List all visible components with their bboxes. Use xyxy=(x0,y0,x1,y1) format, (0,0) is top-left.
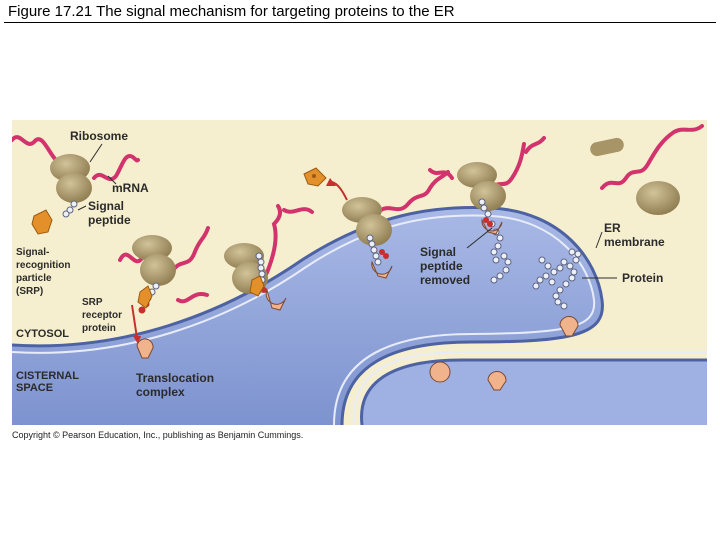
label-ribosome: Ribosome xyxy=(70,129,129,143)
label-cytosol: CYTOSOL xyxy=(16,328,69,340)
label-er-membrane-2: membrane xyxy=(604,235,665,249)
label-srp-4: (SRP) xyxy=(16,286,44,297)
label-peptide-removed-1: Signal xyxy=(420,245,457,259)
figure-title: Figure 17.21 The signal mechanism for targeting proteins to the ER xyxy=(8,3,455,20)
label-srp-2: recognition xyxy=(16,260,71,271)
label-er-membrane-1: ER xyxy=(604,221,621,235)
label-cisternal-space-1: CISTERNAL xyxy=(16,370,79,382)
label-srp-receptor-3: protein xyxy=(82,323,116,334)
label-peptide-removed-2: peptide xyxy=(420,259,463,273)
released-srp-dot xyxy=(312,174,316,178)
label-mrna: mRNA xyxy=(112,181,149,195)
lower-cisterna xyxy=(362,360,707,425)
label-srp-receptor-2: receptor xyxy=(82,310,123,321)
label-signal-peptide-1: Signal xyxy=(88,199,125,213)
copyright-notice: Copyright © Pearson Education, Inc., publishing as Benjamin Cummings. xyxy=(12,430,304,440)
label-translocation-2: complex xyxy=(136,385,185,399)
title-divider xyxy=(4,22,716,23)
label-cisternal-space-2: SPACE xyxy=(16,382,54,394)
label-protein: Protein xyxy=(622,271,664,285)
er-targeting-diagram xyxy=(12,120,707,425)
label-peptide-removed-3: removed xyxy=(420,273,471,287)
label-srp-1: Signal- xyxy=(16,247,50,258)
label-srp-3: particle xyxy=(16,273,52,284)
label-translocation-1: Translocation xyxy=(136,371,215,385)
label-signal-peptide-2: peptide xyxy=(88,213,131,227)
label-srp-receptor-1: SRP xyxy=(82,297,103,308)
